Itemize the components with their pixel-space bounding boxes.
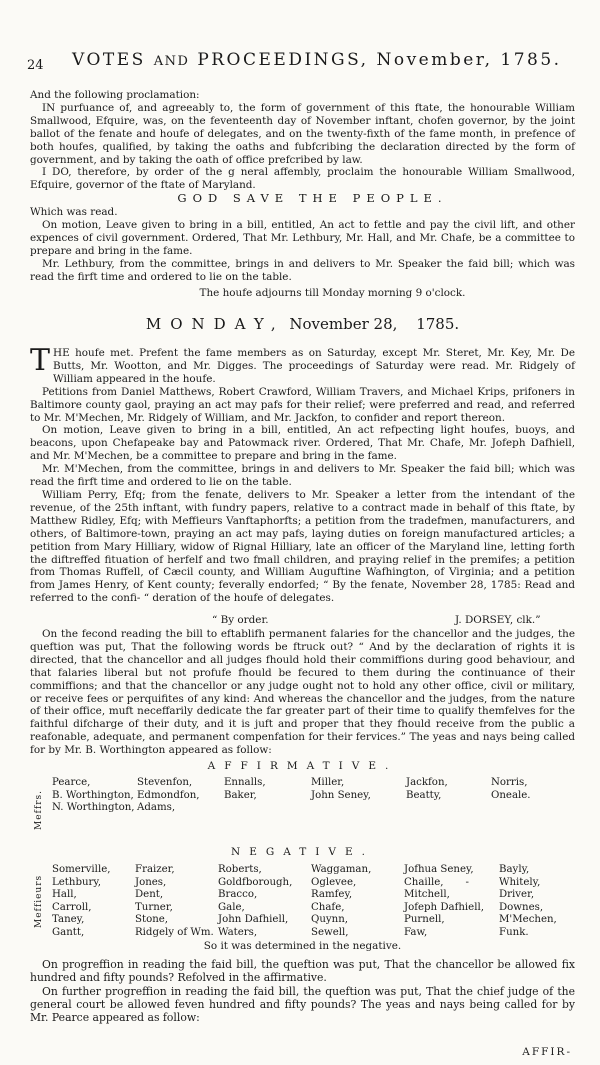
affirmative-voter-name: Ennalls, xyxy=(224,777,266,788)
house-met-text: HE houfe met. Prefent the fame members as on Saturday, except Mr. Steret, Mr. Key, Mr. De Butts, Mr. Wootton, and Mr. Digges. The proceedings of Saturday were read. Mr. Ridgely of William appeared in the houfe. xyxy=(53,347,575,385)
proclamation-text: IN purfuance of, and agreeably to, the form of government of this ftate, the honourable William Smallwood, Efquire, was, on the feventeenth day of November inftant, chofen governor, by the joint ballot of the fenate and houfe of delegates, and on the twenty-fixth of the fame month, in prefence of both houfes, qualified, by taking the oaths and fubfcribing the declaration directed by the form of government, and by taking the oath of office prefcribed by law. xyxy=(30,101,575,166)
civil-list-block xyxy=(30,206,575,283)
negative-voter-name: Ramfey, xyxy=(311,889,353,901)
heading-date: November 28, xyxy=(289,315,398,333)
by-order: “ By order. xyxy=(212,614,269,626)
negative-voter-name: Driver, xyxy=(499,889,535,901)
proclamation-intro: And the following proclamation: xyxy=(30,89,200,101)
negative-voter-name: Jofeph Dafhiell, xyxy=(404,901,484,913)
second-reading xyxy=(30,628,575,757)
negative-voter-name: Downes, xyxy=(499,901,544,913)
negative-voter-name: Roberts, xyxy=(218,864,262,875)
prisoners-petition: Petitions from Daniel Matthews, Robert Crawford, William Travers, and Michael Krips, prifoners in Baltimore county gaol, praying an act may pafs for their relief; were preferred and read, and referred to Mr. M'Mechen, Mr. Ridgely of William, and Mr. Jackfon, to confider and report thereon. xyxy=(30,385,575,424)
affirmative-voter-name: Miller, xyxy=(311,777,345,788)
negative-voter-name: Jofhua Seney, xyxy=(404,864,474,875)
negative-voter-name: Faw, xyxy=(404,926,428,938)
negative-voter-name: Chafe, xyxy=(311,901,345,913)
affirmative-voter-name: Norris, xyxy=(491,777,528,788)
negative-voter-name: Gantt, xyxy=(52,926,85,938)
affirmative-voter-name xyxy=(406,802,491,815)
negative-voter-name: Bayly, xyxy=(499,864,530,875)
negative-votes xyxy=(52,864,579,940)
title-votes: VOTES xyxy=(72,50,146,70)
title-and: AND xyxy=(153,54,190,69)
proclamation-block xyxy=(30,89,575,192)
negative-voter-name: Dent, xyxy=(135,889,164,901)
monday-proceedings xyxy=(30,343,575,605)
affirmative-heading: AFFIRMATIVE. xyxy=(207,760,398,772)
affirmative-voter-name xyxy=(311,802,406,815)
negative-side-label: Meffieurs xyxy=(34,874,44,928)
closing-block xyxy=(30,958,575,1024)
title-proceedings: PROCEEDINGS, xyxy=(197,50,369,70)
lighthouse-motion: On motion, Leave given to bring in a bill, entitled, An act refpecting light houfes, buoys, and beacons, upon Chefapeake bay and Patowmack river. Ordered, That Mr. Chafe, Mr. Jofeph Dafhiell, and Mr. M'Mechen, be a committee to prepare and bring in the fame. xyxy=(30,424,575,463)
negative-voter-name: Goldfborough, xyxy=(218,876,293,888)
negative-voter-name: Ridgely of Wm. xyxy=(135,926,214,938)
title-year: 1785. xyxy=(500,50,562,70)
affirmative-voter-name: Stevenfon, xyxy=(137,777,193,788)
god-save-the-people: GOD SAVE THE PEOPLE. xyxy=(177,191,448,205)
negative-voter-name: Oglevee, xyxy=(311,876,357,888)
which-was-read: Which was read. xyxy=(30,206,118,218)
negative-voter-name: Whitely, xyxy=(499,876,541,888)
negative-voter-name: Quynn, xyxy=(311,914,349,926)
negative-voter-name: Carroll, xyxy=(52,901,92,913)
second-reading-text: On the fecond reading the bill to eftablifh permanent falaries for the chancellor and the judges, the queftion was put, That the following words be ftruck out? “ And by the declaration of rights it is directed, that the chancellor and all judges fhould hold their commiffions during good behaviour, and that falaries liberal but not profufe fhould be fecured to them during the continuance of their commiffions; and that the chancellor or any judge ought not to hold any other office, civil or military, or receive fees or perquifites of any kind: And whereas the chancellor and the judges, from the nature of their office, muft neceffarily dedicate the far greater part of their time to qualify themfelves for the faithful difcharge of their duty, and it is juft and proper that they fhould receive from the public a reafonable, adequate, and permanent compenfation for their fervices.” The yeas and nays being called for by Mr. B. Worthington appeared as follow: xyxy=(30,628,575,757)
lighthouse-bill-delivered: Mr. M'Mechen, from the committee, brings in and delivers to Mr. Speaker the faid bill; which was read the firft time and ordered to lie on the table. xyxy=(30,463,575,489)
negative-voter-name: Stone, xyxy=(135,914,169,926)
affirmative-side-label: Meffrs. xyxy=(34,790,44,830)
affirmative-voter-name: Adams, xyxy=(137,802,176,814)
negative-voter-name: Somerville, xyxy=(52,864,111,875)
negative-voter-name: Funk. xyxy=(499,926,529,938)
page-number: 24 xyxy=(27,58,44,73)
affirmative-voter-name: John Seney, xyxy=(311,789,371,801)
negative-voter-name: John Dafhiell, xyxy=(218,914,289,926)
negative-voter-name: Mitchell, xyxy=(404,889,450,901)
civil-list-bill-delivered: Mr. Lethbury, from the committee, brings in and delivers to Mr. Speaker the faid bill; which was read the firft time and ordered to lie on the table. xyxy=(30,257,575,283)
negative-voter-name: Waters, xyxy=(218,926,258,938)
negative-voter-name: Bracco, xyxy=(218,889,258,901)
negative-voter-name: Sewell, xyxy=(311,926,349,938)
running-title xyxy=(72,50,562,70)
vote-result: So it was determined in the negative. xyxy=(203,940,402,952)
title-month: November, xyxy=(376,50,493,70)
affirmative-voter-name: Beatty, xyxy=(406,789,442,801)
negative-voter-name: Hall, xyxy=(52,889,77,901)
clerk-signature: J. DORSEY, clk.” xyxy=(455,614,541,626)
affirmative-voter-name: Edmondfon, xyxy=(137,789,200,801)
negative-heading: NEGATIVE. xyxy=(231,846,374,858)
negative-voter-name: M'Mechen, xyxy=(499,914,557,926)
affirmative-voter-name: Oneale. xyxy=(491,789,531,801)
negative-voter-name: Waggaman, xyxy=(311,864,372,875)
day-name: MONDAY, xyxy=(145,315,285,333)
affirmative-voter-name: N. Worthington, xyxy=(52,802,135,814)
negative-voter-name: Chaille, - xyxy=(404,876,469,888)
negative-voter-name: Jones, xyxy=(135,876,167,888)
negative-voter-name: Lethbury, xyxy=(52,876,102,888)
affirmative-voter-name: Baker, xyxy=(224,789,257,801)
chancellor-salary: On progreffion in reading the faid bill, the queftion was put, That the chancellor be allowed fix hundred and fifty pounds? Refolved in the affirmative. xyxy=(30,958,575,985)
negative-voter-name: Turner, xyxy=(135,901,173,913)
heading-year: 1785. xyxy=(416,315,460,333)
drop-cap: T xyxy=(30,343,51,378)
senate-message: William Perry, Efq; from the fenate, delivers to Mr. Speaker a letter from the intendant of the revenue, of the 25th inftant, with fundry papers, relative to a contract made in behalf of this ftate, by Matthew Ridley, Efq; with Meffieurs Vanftaphorfts; a petition from the tradefmen, manufacturers, and others, of Baltimore-town, praying an act may pafs, laying duties on foreign manufactured articles; a petition from Mary Hilliary, widow of Rignal Hilliary, late an officer of the Maryland line, letting forth the diftreffed fituation of herfelf and two fmall children, and praying relief in the premifes; a petition from Thomas Ruffell, of Cæcil county, and William Auguftine Wafhington, of Virginia; and a petition from James Henry, of Kent county; feverally endorfed; “ By the fenate, November 28, 1785: Read and referred to the confi- “ deration of the houfe of delegates. xyxy=(30,488,575,605)
affirmative-voter-name: B. Worthington, xyxy=(52,789,134,801)
civil-list-motion: On motion, Leave given to bring in a bill, entitled, An act to fettle and pay the civil lift, and other expences of civil government. Ordered, That Mr. Lethbury, Mr. Hall, and Mr. Chafe, be a committee to prepare and bring in the fame. xyxy=(30,218,575,257)
monday-heading xyxy=(30,315,575,333)
adjournment-notice: The houfe adjourns till Monday morning 9 o'clock. xyxy=(199,287,466,299)
proclamation-declaration: I DO, therefore, by order of the g neral affembly, proclaim the honourable William Smallwood, Efquire, governor of the ftate of Maryland. xyxy=(30,166,575,192)
chaille-dash: - xyxy=(465,876,469,888)
affirmative-voter-name xyxy=(224,802,311,815)
negative-voter-name: Gale, xyxy=(218,901,245,913)
catchword: AFFIR- xyxy=(522,1046,572,1058)
negative-voter-name: Fraizer, xyxy=(135,864,175,875)
house-met-para xyxy=(30,343,575,386)
affirmative-voter-name: Pearce, xyxy=(52,777,91,788)
negative-voter-name: Purnell, xyxy=(404,914,445,926)
affirmative-voter-name xyxy=(491,802,581,815)
affirmative-voter-name: Jackfon, xyxy=(406,777,448,788)
affirmative-votes xyxy=(52,777,581,815)
negative-voter-name: Taney, xyxy=(52,914,85,926)
chief-judge-salary: On further progreffion in reading the faid bill, the queftion was put, That the chief judge of the general court be allowed feven hundred and fifty pounds? The yeas and nays being called for by Mr. Pearce appeared as follow: xyxy=(30,984,575,1025)
